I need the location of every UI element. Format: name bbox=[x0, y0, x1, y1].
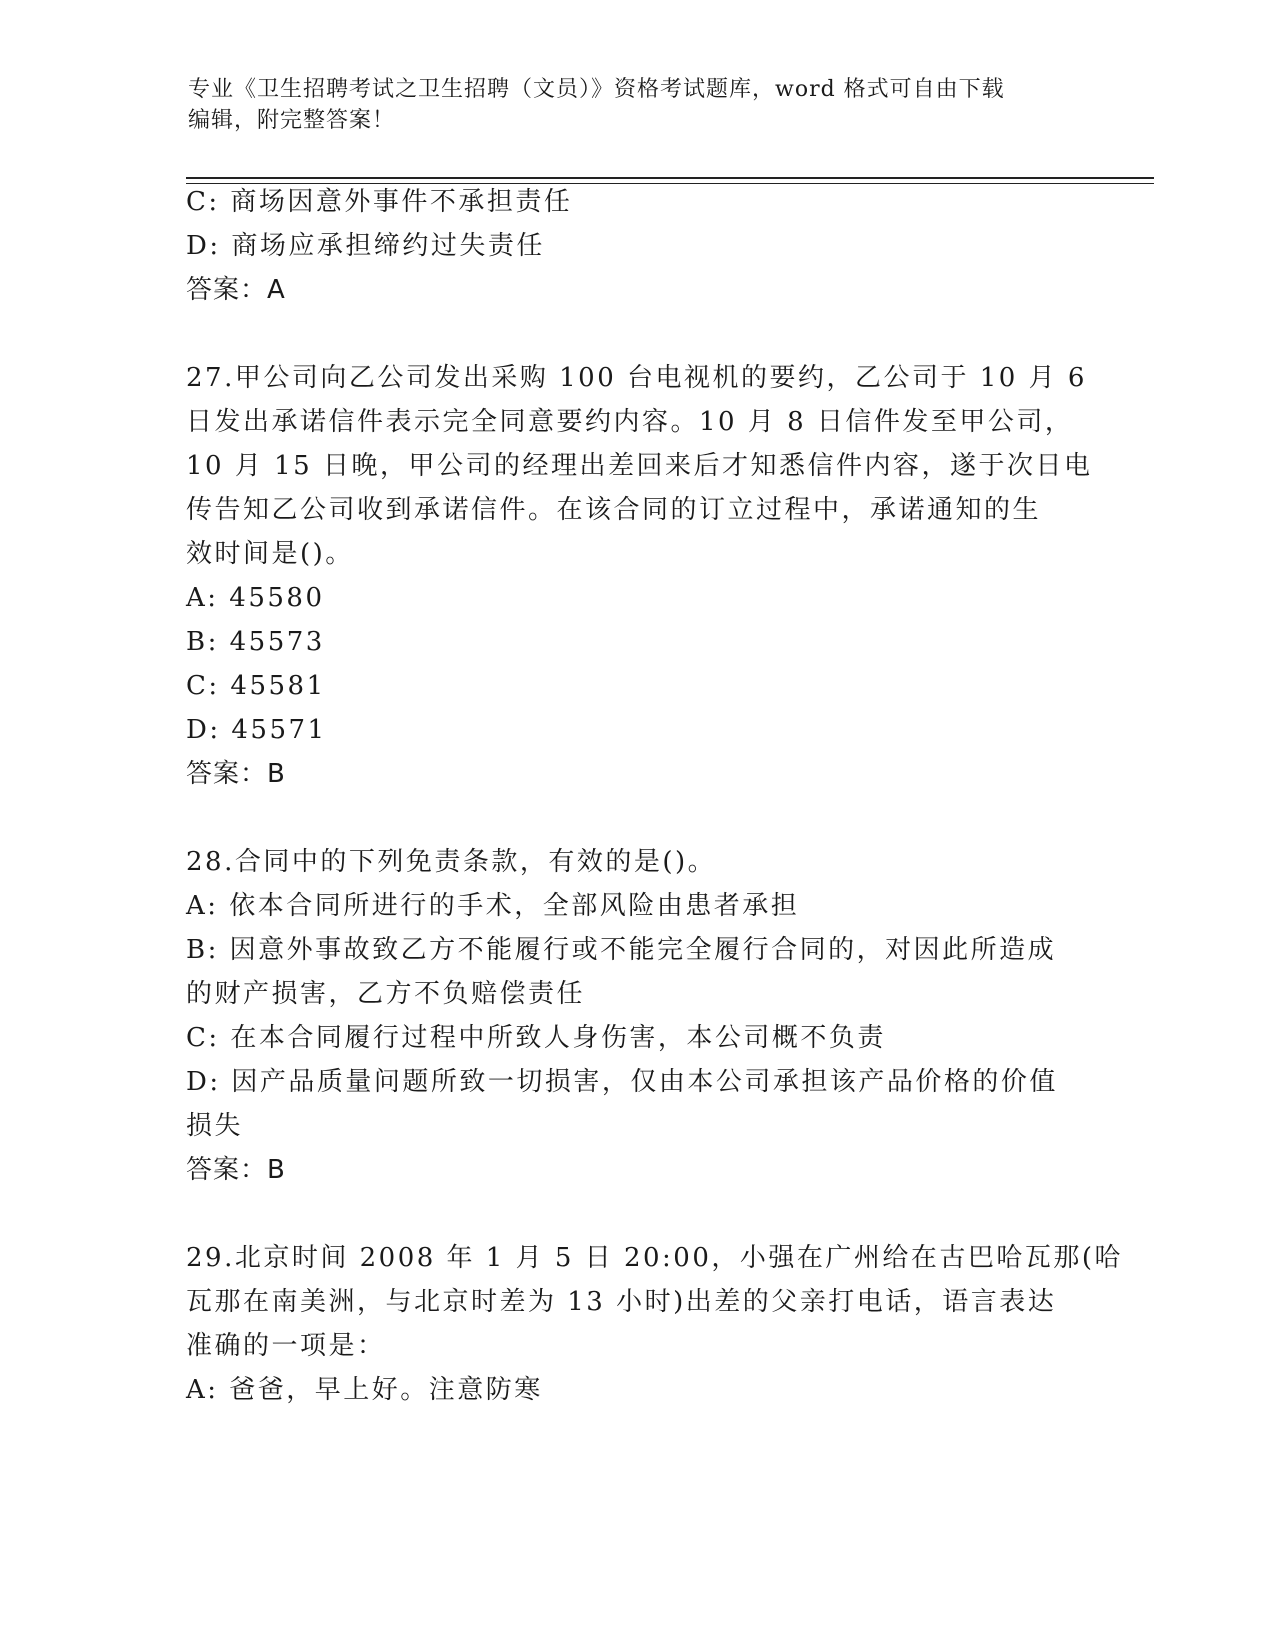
header-line-1: 专业《卫生招聘考试之卫生招聘（文员）》资格考试题库，word 格式可自由下载 bbox=[188, 77, 1005, 102]
q27-stem-line-3: 10 月 15 日晚，甲公司的经理出差回来后才知悉信件内容，遂于次日电 bbox=[186, 451, 1093, 481]
q27-stem-line-5: 效时间是()。 bbox=[186, 539, 354, 569]
q28-option-b-line-2: 的财产损害，乙方不负赔偿责任 bbox=[186, 979, 586, 1009]
q27-stem-line-4: 传告知乙公司收到承诺信件。在该合同的订立过程中，承诺通知的生 bbox=[186, 495, 1042, 525]
q28-stem: 28.合同中的下列免责条款，有效的是()。 bbox=[186, 847, 717, 877]
q29-stem-line-1: 29.北京时间 2008 年 1 月 5 日 20:00，小强在广州给在古巴哈瓦那(哈 bbox=[186, 1243, 1124, 1273]
q27-stem-line-1: 27.甲公司向乙公司发出采购 100 台电视机的要约，乙公司于 10 月 6 bbox=[186, 363, 1087, 393]
q27-option-d: D: 45571 bbox=[186, 715, 327, 745]
header-divider-thick bbox=[186, 177, 1154, 179]
q27-option-a: A: 45580 bbox=[186, 583, 325, 613]
q27-option-b: B: 45573 bbox=[186, 627, 325, 657]
q28-option-b-line-1: B: 因意外事故致乙方不能履行或不能完全履行合同的，对因此所造成 bbox=[186, 935, 1057, 965]
q28-answer: 答案：B bbox=[186, 1155, 286, 1185]
q27-answer: 答案：B bbox=[186, 759, 286, 789]
header-line-2: 编辑，附完整答案！ bbox=[188, 108, 396, 133]
q28-option-c: C: 在本合同履行过程中所致人身伤害，本公司概不负责 bbox=[186, 1023, 886, 1053]
q28-option-d-line-2: 损失 bbox=[186, 1111, 244, 1141]
document-header bbox=[188, 74, 1088, 136]
q29-stem-line-2: 瓦那在南美洲，与北京时差为 13 小时)出差的父亲打电话，语言表达 bbox=[186, 1287, 1057, 1317]
q26-option-c: C: 商场因意外事件不承担责任 bbox=[186, 187, 573, 217]
q28-option-d-line-1: D: 因产品质量问题所致一切损害，仅由本公司承担该产品价格的价值 bbox=[186, 1067, 1058, 1097]
q28-option-a: A: 依本合同所进行的手术，全部风险由患者承担 bbox=[186, 891, 800, 921]
header-divider-thin bbox=[186, 183, 1154, 184]
q26-answer: 答案：A bbox=[186, 275, 286, 305]
q26-option-d: D: 商场应承担缔约过失责任 bbox=[186, 231, 545, 261]
q29-stem-line-3: 准确的一项是： bbox=[186, 1331, 386, 1361]
q27-option-c: C: 45581 bbox=[186, 671, 326, 701]
q29-option-a: A: 爸爸，早上好。注意防寒 bbox=[186, 1375, 543, 1405]
q27-stem-line-2: 日发出承诺信件表示完全同意要约内容。10 月 8 日信件发至甲公司， bbox=[186, 407, 1074, 437]
